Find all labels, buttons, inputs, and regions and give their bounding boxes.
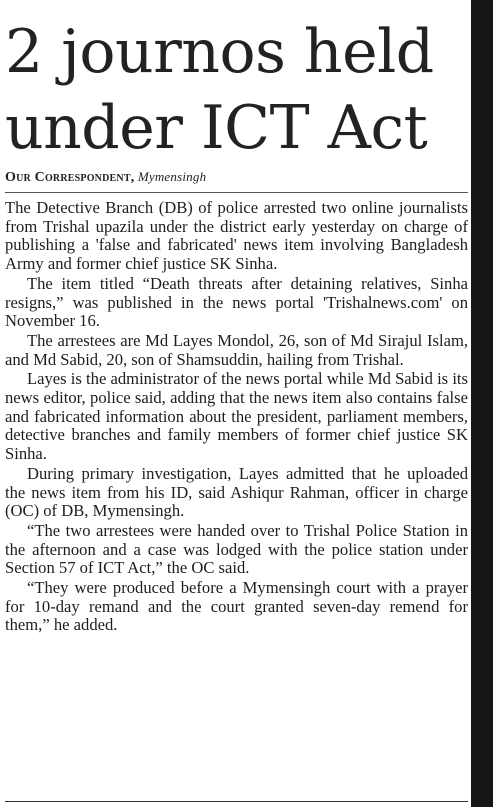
article-body: [5, 199, 468, 635]
news-article: [5, 0, 468, 636]
byline-author: Our Correspondent,: [5, 170, 135, 185]
page-edge-dark-strip: [471, 0, 493, 807]
byline-divider: [5, 192, 468, 193]
headline-line-2: under ICT Act: [5, 93, 428, 163]
article-bottom-divider: [5, 801, 468, 802]
article-byline: [5, 169, 468, 186]
article-headline: [5, 0, 468, 166]
paragraph-3: The arrestees are Md Layes Mondol, 26, son of Md Sirajul Islam, and Md Sabid, 20, son of Shamsuddin, hailing from Trishal.: [5, 330, 468, 369]
headline-line-1: 2 journos held: [5, 17, 434, 87]
paragraph-2: The item titled “Death threats after detaining relatives, Sinha resigns,” was published in the news portal 'Trishalnews.com' on November 16.: [5, 273, 468, 331]
byline-location: Mymensingh: [137, 169, 207, 184]
paragraph-5: During primary investigation, Layes admitted that he uploaded the news item from his ID, said Ashiqur Rahman, officer in charge (OC) of DB, Mymensingh.: [5, 463, 468, 521]
paragraph-4: Layes is the administrator of the news portal while Md Sabid is its news editor, police said, adding that the news item also contains false and fabricated information about the president, parliament members, detective branches and family members of former chief justice SK Sinha.: [5, 369, 468, 464]
paragraph-6: “The two arrestees were handed over to Trishal Police Station in the afternoon and a case was lodged with the police station under Section 57 of ICT Act,” the OC said.: [5, 520, 468, 578]
paragraph-1: The Detective Branch (DB) of police arrested two online journalists from Trishal upazila under the district early yesterday on charge of publishing a 'false and fabricated' news item involving Bangladesh Army and former chief justice SK Sinha.: [5, 198, 468, 274]
paragraph-7: “They were produced before a Mymensingh court with a prayer for 10-day remand and the court granted seven-day remend for them,” he added.: [5, 578, 468, 635]
